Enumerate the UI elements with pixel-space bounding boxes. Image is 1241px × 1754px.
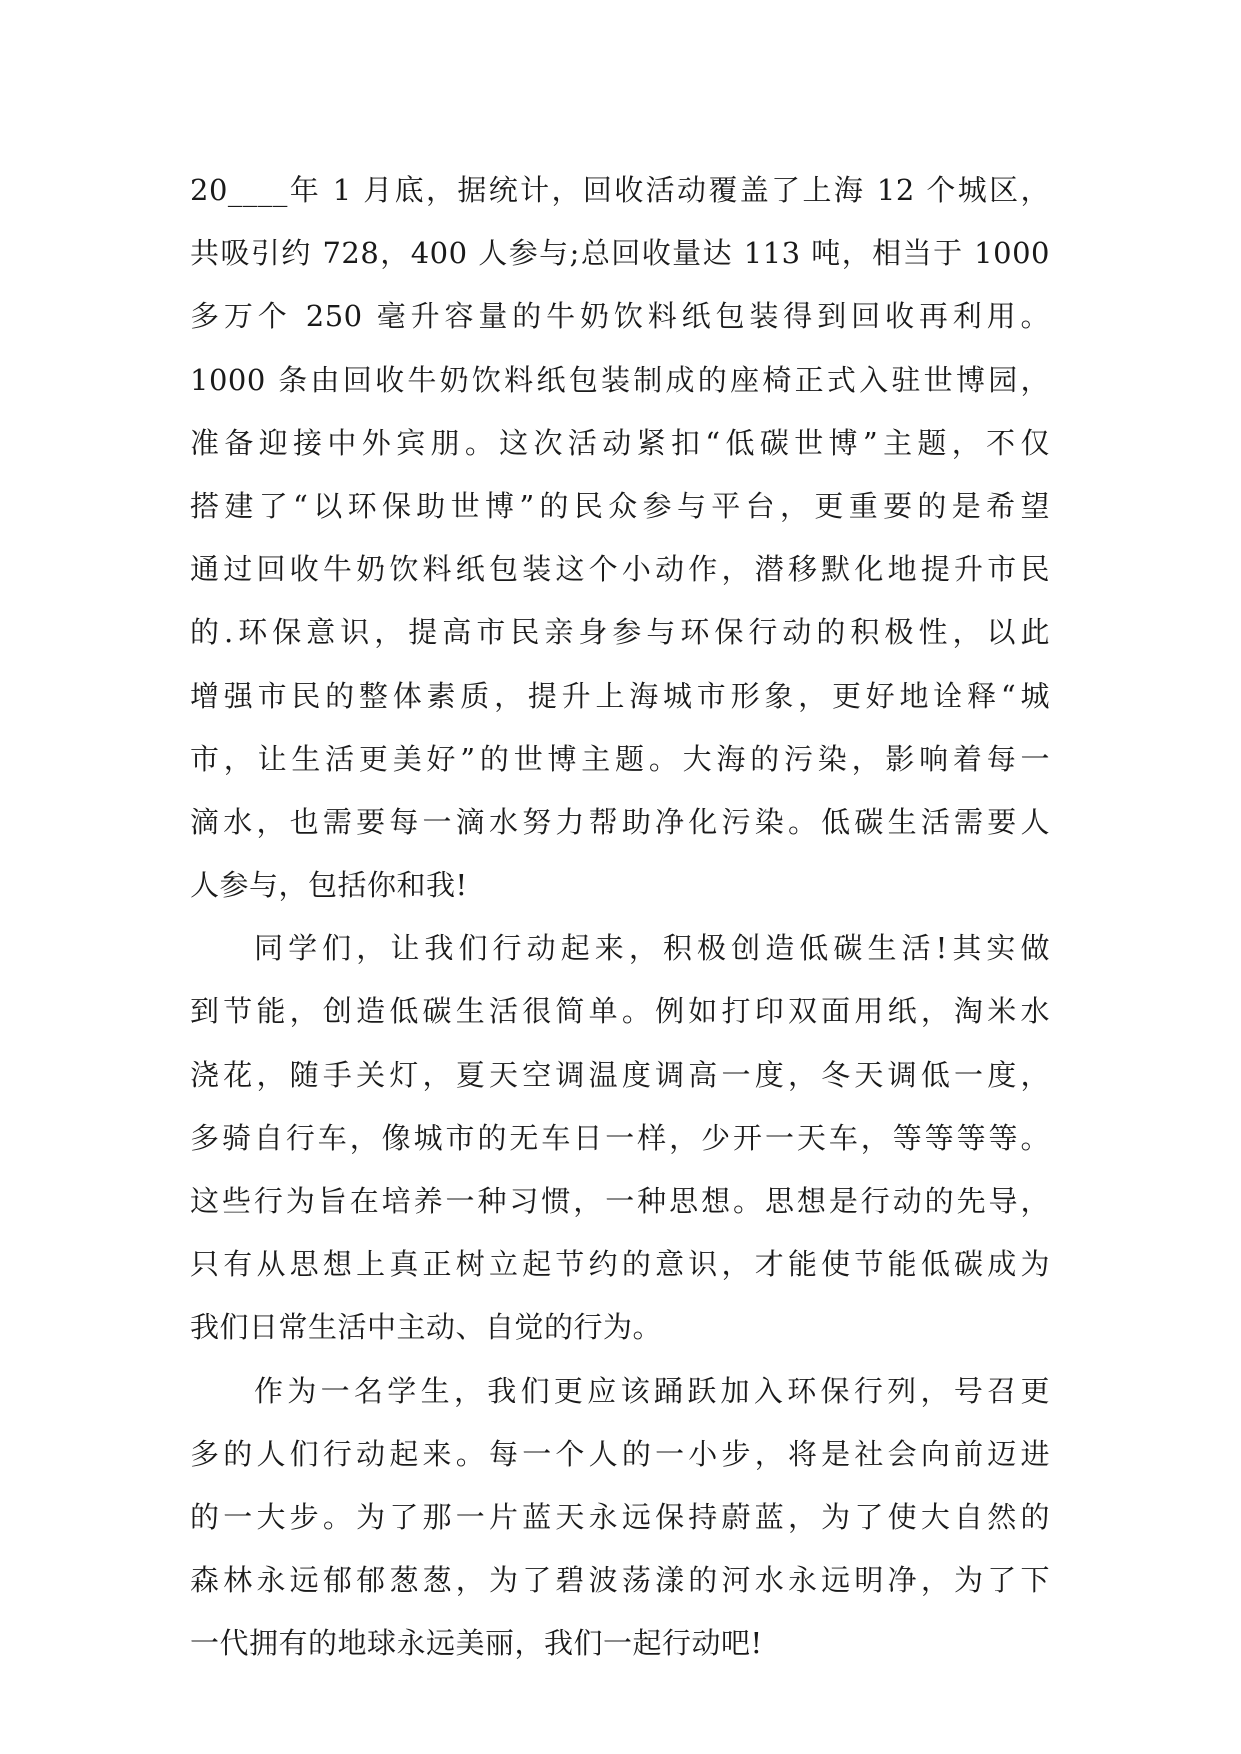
text-line: 这些行为旨在培养一种习惯，一种思想。思想是行动的先导， — [190, 1184, 1050, 1218]
text-line: 多万个 250 毫升容量的牛奶饮料纸包装得到回收再利用。 — [190, 299, 1050, 334]
text-line: 的.环保意识，提高市民亲身参与环保行动的积极性，以此 — [190, 615, 1050, 650]
text-line: 共吸引约 728，400 人参与;总回收量达 113 吨，相当于 1000 — [190, 236, 1050, 271]
text-line: 搭建了“以环保助世博”的民众参与平台，更重要的是希望 — [190, 488, 1050, 523]
paragraph-first-line: 同学们，让我们行动起来，积极创造低碳生活!其实做 — [254, 931, 1050, 966]
text-line: 准备迎接中外宾朋。这次活动紧扣“低碳世博”主题，不仅 — [190, 425, 1050, 460]
text-line: 滴水，也需要每一滴水努力帮助净化污染。低碳生活需要人 — [190, 804, 1050, 839]
text-line: 一代拥有的地球永远美丽，我们一起行动吧! — [190, 1626, 763, 1661]
text-line: 只有从思想上真正树立起节约的意识，才能使节能低碳成为 — [190, 1247, 1050, 1282]
paragraph-first-line: 作为一名学生，我们更应该踊跃加入环保行列，号召更 — [254, 1373, 1050, 1408]
text-line: 多的人们行动起来。每一个人的一小步，将是社会向前迈进 — [190, 1436, 1050, 1471]
text-line: 通过回收牛奶饮料纸包装这个小动作，潜移默化地提升市民 — [190, 552, 1050, 587]
text-line: 森林永远郁郁葱葱，为了碧波荡漾的河水永远明净，为了下 — [190, 1563, 1050, 1598]
text-line: 多骑自行车，像城市的无车日一样，少开一天车，等等等等。 — [190, 1120, 1050, 1155]
text-line: 浇花，随手关灯，夏天空调温度调高一度，冬天调低一度， — [190, 1057, 1050, 1092]
text-line: 人参与，包括你和我! — [190, 868, 468, 903]
text-line: 我们日常生活中主动、自觉的行为。 — [190, 1310, 663, 1345]
text-line: 市，让生活更美好”的世博主题。大海的污染，影响着每一 — [190, 741, 1050, 776]
text-line: 20____年 1 月底，据统计，回收活动覆盖了上海 12 个城区， — [190, 173, 1050, 207]
text-line: 增强市民的整体素质，提升上海城市形象，更好地诠释“城 — [190, 678, 1050, 713]
text-line: 的一大步。为了那一片蓝天永远保持蔚蓝，为了使大自然的 — [190, 1499, 1050, 1534]
body-text — [190, 159, 1050, 1676]
text-line: 到节能，创造低碳生活很简单。例如打印双面用纸，淘米水 — [190, 994, 1050, 1029]
text-line: 1000 条由回收牛奶饮料纸包装制成的座椅正式入驻世博园， — [190, 362, 1050, 397]
